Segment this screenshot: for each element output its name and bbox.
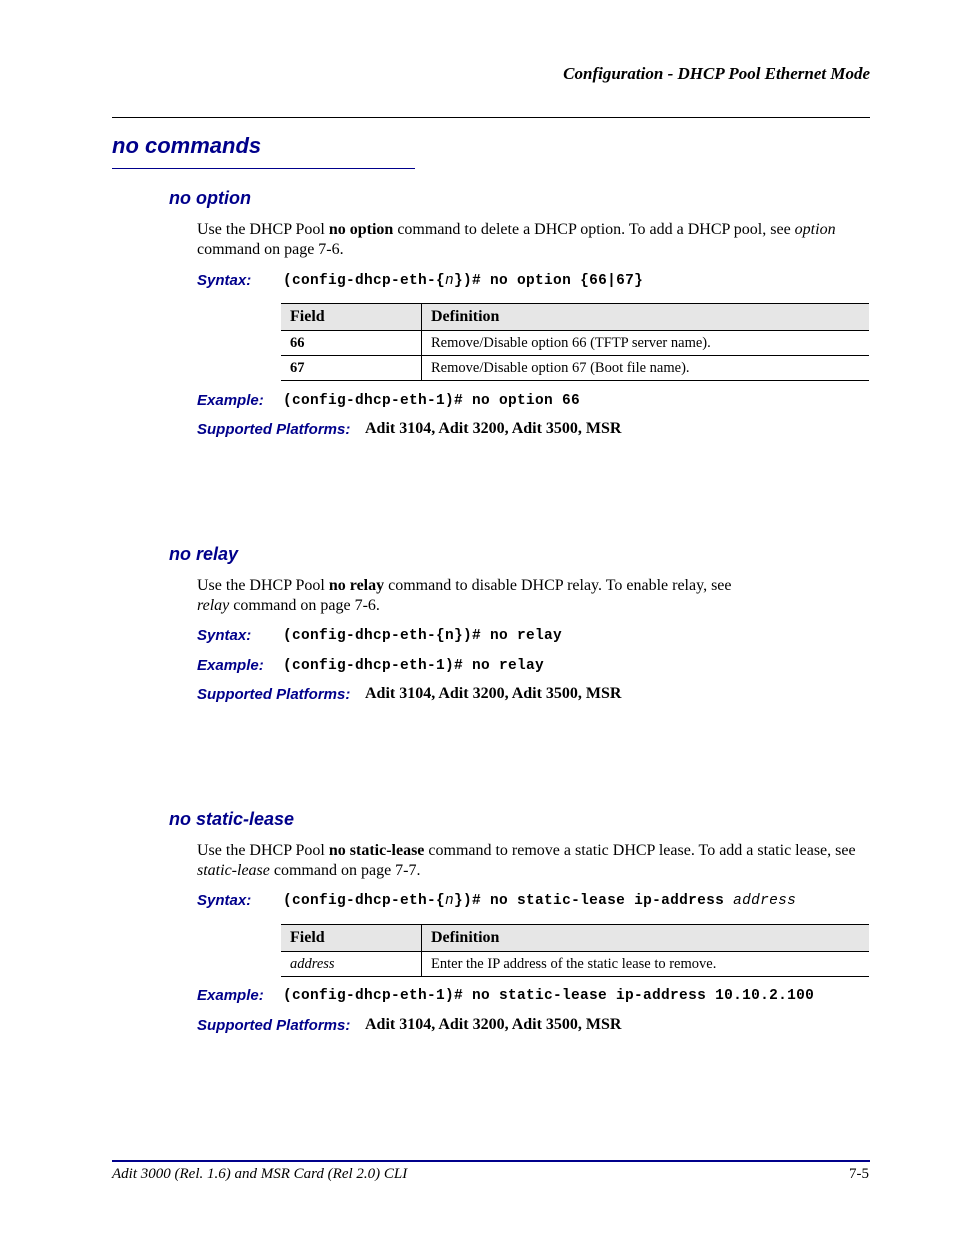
syntax-label: Syntax:: [197, 892, 252, 909]
syntax-label: Syntax:: [197, 627, 252, 644]
example-code: (config-dhcp-eth-1)# no static-lease ip-address 10.10.2.100: [283, 988, 815, 1004]
heading-underline: [112, 168, 415, 169]
field-cell: address: [281, 952, 422, 977]
platforms-list: Adit 3104, Adit 3200, Adit 3500, MSR: [365, 685, 622, 702]
field-table-no-option: [281, 303, 869, 381]
platforms-label: Supported Platforms:: [197, 1017, 351, 1034]
footer-title: Adit 3000 (Rel. 1.6) and MSR Card (Rel 2.0) CLI: [112, 1166, 408, 1182]
footer-rule: [112, 1160, 870, 1162]
example-code: (config-dhcp-eth-1)# no relay: [283, 658, 545, 674]
platforms-label: Supported Platforms:: [197, 421, 351, 438]
syntax-label: Syntax:: [197, 272, 252, 289]
description-no-option: Use the DHCP Pool no option command to delete a DHCP option. To add a DHCP pool, see option command on page 7-6.: [197, 221, 836, 258]
syntax-code: (config-dhcp-eth-{n})# no relay: [283, 628, 563, 644]
field-table-no-static-lease: [281, 924, 869, 977]
table-row: [281, 356, 869, 381]
table-row: [281, 952, 869, 977]
subsection-title-no-relay: no relay: [169, 544, 239, 564]
subsection-title-no-static-lease: no static-lease: [169, 809, 295, 829]
column-header-field: Field: [281, 925, 422, 952]
definition-cell: Enter the IP address of the static lease to remove.: [422, 952, 870, 977]
description-no-static-lease: Use the DHCP Pool no static-lease command to remove a static DHCP lease. To add a static lease, see static-lease command on page 7-7.: [197, 842, 856, 879]
header-rule: [112, 117, 870, 118]
example-label: Example:: [197, 987, 264, 1004]
column-header-field: Field: [281, 304, 422, 331]
definition-cell: Remove/Disable option 67 (Boot file name).: [422, 356, 870, 381]
section-heading: no commands: [112, 133, 262, 158]
table-header-row: [281, 304, 869, 331]
column-header-definition: Definition: [422, 304, 870, 331]
page-number: 7-5: [849, 1166, 869, 1182]
table-row: [281, 331, 869, 356]
example-label: Example:: [197, 392, 264, 409]
syntax-code: (config-dhcp-eth-{n})# no static-lease ip-address address: [283, 893, 797, 909]
subsection-title-no-option: no option: [169, 188, 251, 208]
example-label: Example:: [197, 657, 264, 674]
field-cell: 67: [281, 356, 422, 381]
platforms-list: Adit 3104, Adit 3200, Adit 3500, MSR: [365, 1016, 622, 1033]
definition-cell: Remove/Disable option 66 (TFTP server name).: [422, 331, 870, 356]
column-header-definition: Definition: [422, 925, 870, 952]
table-header-row: [281, 925, 869, 952]
platforms-list: Adit 3104, Adit 3200, Adit 3500, MSR: [365, 420, 622, 437]
syntax-code: (config-dhcp-eth-{n})# no option {66|67}: [283, 273, 644, 289]
example-code: (config-dhcp-eth-1)# no option 66: [283, 393, 581, 409]
running-header: Configuration - DHCP Pool Ethernet Mode: [563, 64, 870, 83]
platforms-label: Supported Platforms:: [197, 686, 351, 703]
field-cell: 66: [281, 331, 422, 356]
description-no-relay: Use the DHCP Pool no relay command to disable DHCP relay. To enable relay, see relay command on page 7-6.: [197, 577, 732, 614]
